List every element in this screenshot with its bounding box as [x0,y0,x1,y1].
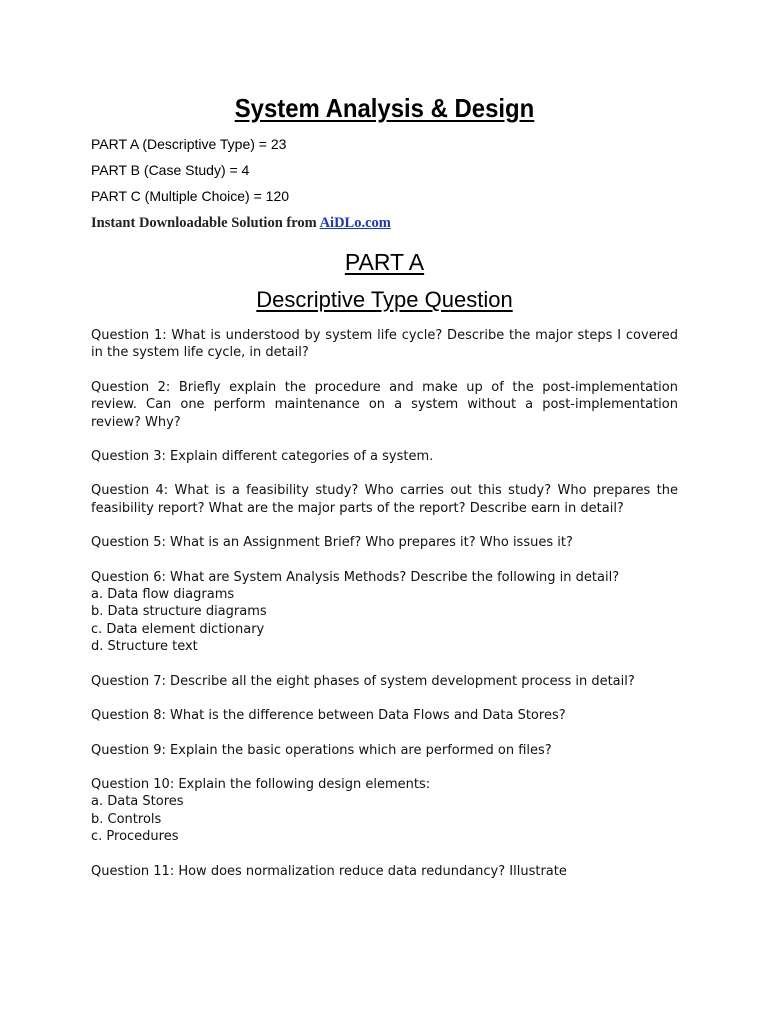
promo-prefix: Instant Downloadable Solution from [91,215,320,231]
question-item [91,327,678,362]
question-item [91,534,678,551]
question-option: b. Data structure diagrams [91,604,267,620]
question-option: c. Procedures [91,829,179,845]
question-text: Question 1: What is understood by system life cycle? Describe the major steps I covered in the system life cycle, in detail? [91,328,678,361]
question-item [91,673,678,690]
question-item [91,448,678,465]
promo-link[interactable]: AiDLo.com [319,215,391,231]
summary-part-b: PART B (Case Study) = 4 [91,162,250,178]
question-option: a. Data flow diagrams [91,587,235,603]
question-text: Question 8: What is the difference between Data Flows and Data Stores? [91,708,566,724]
question-text: Question 2: Briefly explain the procedure and make up of the post-implementation review. Can one perform maintenance on a system without a post-implementation review? Why? [91,379,678,430]
question-item [91,569,678,656]
question-text: Question 10: Explain the following design elements: [91,776,431,792]
question-item [91,482,678,517]
question-text: Question 3: Explain different categories of a system. [91,449,434,465]
question-item [91,379,678,431]
document-title: System Analysis & Design [234,93,535,123]
question-item [91,776,678,846]
promo-line [91,214,678,232]
question-text: Question 4: What is a feasibility study? Who carries out this study? Who prepares the feasibility report? What are the major parts of the report? Describe earn in detail? [91,483,678,516]
question-text: Question 9: Explain the basic operations which are performed on files? [91,742,552,758]
question-list [91,327,678,880]
question-text: Question 11: How does normalization reduce data redundancy? Illustrate [91,863,567,879]
question-text: Question 6: What are System Analysis Methods? Describe the following in detail? [91,569,620,585]
question-item [91,707,678,724]
part-heading: PART A [344,249,425,275]
question-text: Question 5: What is an Assignment Brief? Who prepares it? Who issues it? [91,535,573,551]
question-option: c. Data element dictionary [91,621,265,637]
question-text: Question 7: Describe all the eight phases of system development process in detail? [91,673,635,689]
question-option: b. Controls [91,811,162,827]
question-option: a. Data Stores [91,794,184,810]
question-item [91,742,678,759]
summary-part-c: PART C (Multiple Choice) = 120 [91,188,290,204]
question-option: d. Structure text [91,639,198,655]
section-heading: Descriptive Type Question [256,287,513,312]
summary-part-a: PART A (Descriptive Type) = 23 [91,136,287,152]
question-item [91,863,678,880]
